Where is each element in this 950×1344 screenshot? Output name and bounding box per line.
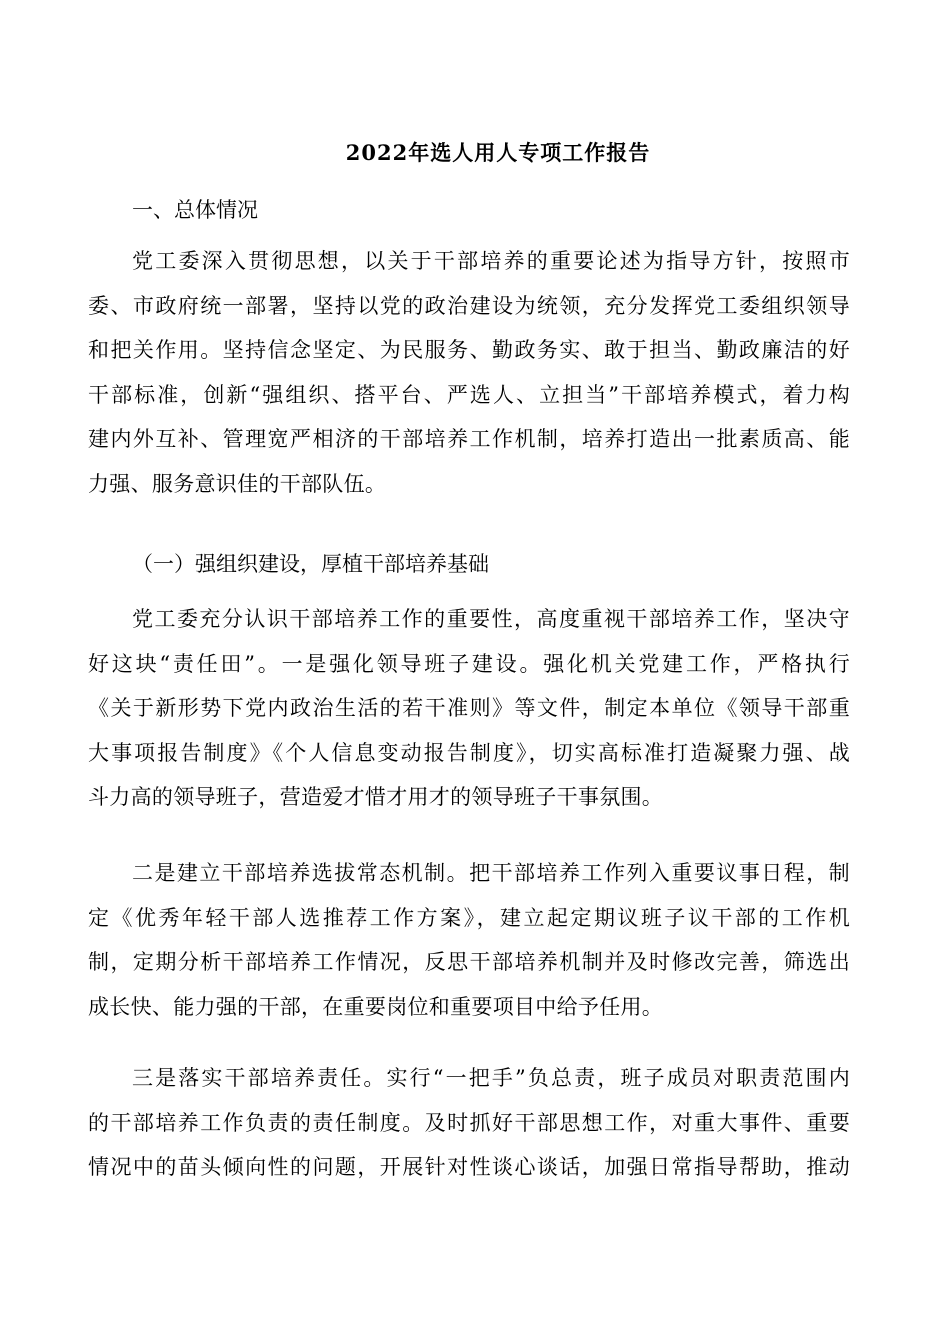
text-line: 情况中的苗头倾向性的问题，开展针对性谈心谈话，加强日常指导帮助，推动 — [88, 1155, 850, 1179]
paragraph-organization-1 — [88, 597, 850, 820]
text-line: 委、市政府统一部署，坚持以党的政治建设为统领，充分发挥党工委组织领导 — [88, 293, 850, 318]
text-line: 二是建立干部培养选拔常态机制。把干部培养工作列入重要议事日程，制 — [132, 861, 850, 885]
text-line: 制，定期分析干部培养工作情况，反思干部培养机制并及时修改完善，筛选出 — [88, 950, 850, 974]
text-line: 《关于新形势下党内政治生活的若干准则》等文件，制定本单位《领导干部重 — [88, 696, 850, 720]
paragraph-organization-2 — [88, 851, 850, 1029]
text-line: 力强、服务意识佳的干部队伍。 — [88, 471, 387, 496]
document-title: 2022年选人用人专项工作报告 — [345, 140, 651, 165]
text-line: 党工委充分认识干部培养工作的重要性，高度重视干部培养工作，坚决守 — [132, 607, 850, 631]
text-line: 大事项报告制度》《个人信息变动报告制度》，切实高标准打造凝聚力强、战 — [88, 740, 850, 765]
text-line: 干部标准，创新“强组织、搭平台、严选人、立担当”干部培养模式，着力构 — [88, 382, 850, 407]
text-line: 的干部培养工作负责的责任制度。及时抓好干部思想工作，对重大事件、重要 — [88, 1110, 850, 1135]
paragraph-overview — [88, 239, 850, 506]
text-line: 好这块“责任田”。一是强化领导班子建设。强化机关党建工作，严格执行 — [88, 651, 850, 676]
subsection-heading-organization: （一）强组织建设，厚植干部培养基础 — [132, 552, 489, 576]
section-heading-overview: 一、总体情况 — [132, 198, 258, 222]
text-line: 成长快、能力强的干部，在重要岗位和重要项目中给予任用。 — [88, 994, 664, 1019]
text-line: 建内外互补、管理宽严相济的干部培养工作机制，培养打造出一批素质高、能 — [88, 427, 850, 451]
text-line: 党工委深入贯彻思想，以关于干部培养的重要论述为指导方针，按照市 — [132, 249, 850, 273]
text-line: 三是落实干部培养责任。实行“一把手”负总责，班子成员对职责范围内 — [132, 1066, 850, 1090]
text-line: 和把关作用。坚持信念坚定、为民服务、勤政务实、敢于担当、勤政廉洁的好 — [88, 338, 850, 362]
text-line: 斗力高的领导班子，营造爱才惜才用才的领导班子干事氛围。 — [88, 785, 664, 809]
paragraph-organization-3 — [88, 1056, 850, 1190]
text-line: 定《优秀年轻干部人选推荐工作方案》，建立起定期议班子议干部的工作机 — [88, 905, 850, 930]
